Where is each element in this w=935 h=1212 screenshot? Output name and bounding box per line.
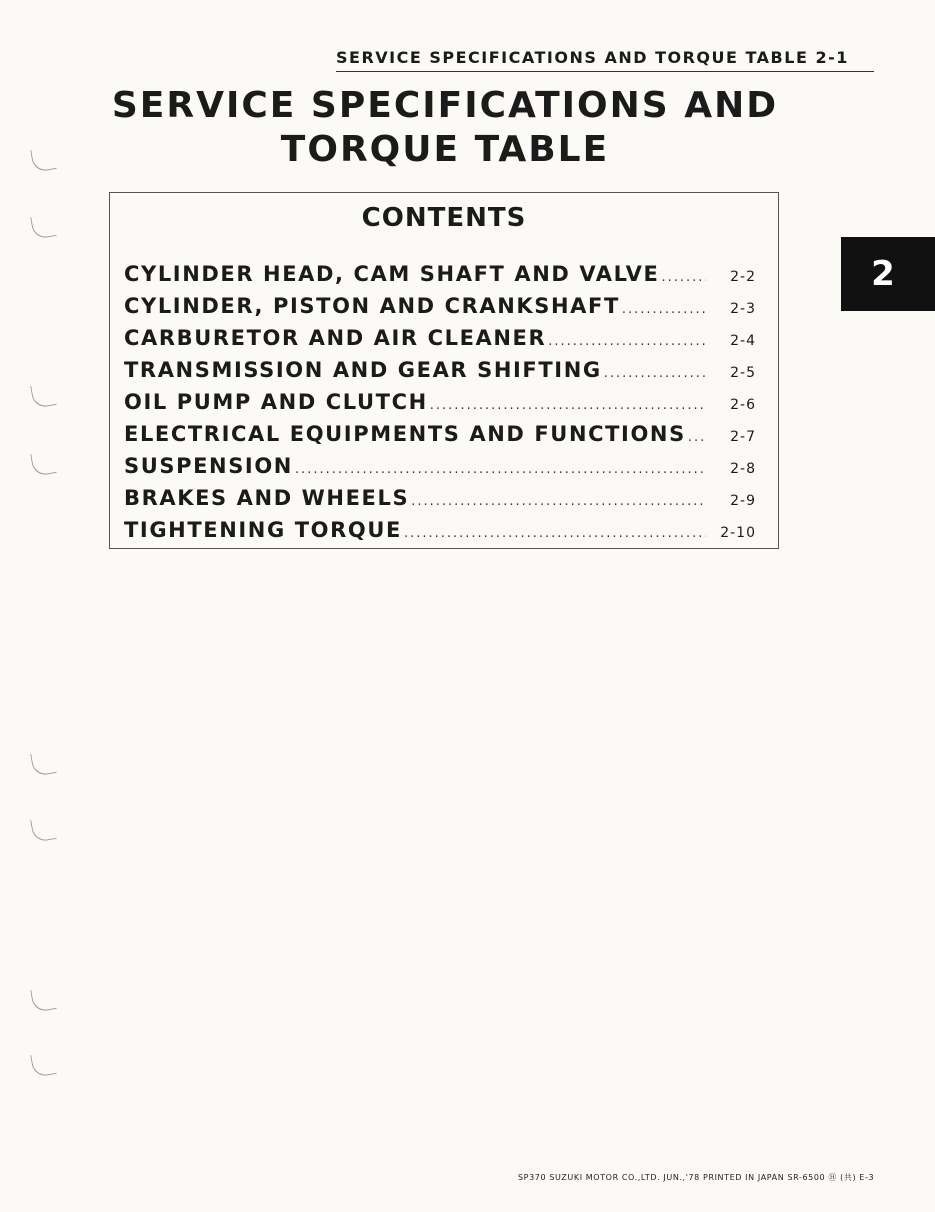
toc-item-page: 2-2 [730, 269, 756, 285]
binder-hole [30, 816, 57, 843]
binder-hole [30, 213, 57, 240]
toc-item-page: 2-4 [730, 333, 756, 349]
toc-item [124, 326, 756, 358]
dot-leader [661, 270, 706, 285]
toc-item-page: 2-10 [720, 525, 756, 541]
dot-leader [295, 462, 706, 477]
toc-item [124, 422, 756, 454]
toc-item [124, 390, 756, 422]
toc-item [124, 294, 756, 326]
toc-item-page: 2-8 [730, 461, 756, 477]
binder-hole [30, 986, 57, 1013]
contents-heading: CONTENTS [361, 203, 527, 233]
toc-item-title: CYLINDER, PISTON AND CRANKSHAFT [124, 294, 620, 318]
running-header: SERVICE SPECIFICATIONS AND TORQUE TABLE 2-1 [336, 48, 849, 67]
toc-item-page: 2-7 [730, 429, 756, 445]
toc-item-page: 2-9 [730, 493, 756, 509]
section-tab: 2 [841, 237, 935, 311]
toc-item-title: CYLINDER HEAD, CAM SHAFT AND VALVE [124, 262, 660, 286]
binder-hole [30, 450, 57, 477]
toc-item-page: 2-3 [730, 301, 756, 317]
toc-item-title: TIGHTENING TORQUE [124, 518, 402, 542]
toc-item-title: OIL PUMP AND CLUTCH [124, 390, 428, 414]
header-rule [336, 71, 874, 72]
toc-item-title: ELECTRICAL EQUIPMENTS AND FUNCTIONS [124, 422, 686, 446]
page-title-line-2: TORQUE TABLE [280, 129, 610, 170]
toc-item-title: TRANSMISSION AND GEAR SHIFTING [124, 358, 602, 382]
toc-item [124, 486, 756, 518]
toc-item-page: 2-6 [730, 397, 756, 413]
binder-hole [30, 750, 57, 777]
toc-item-title: CARBURETOR AND AIR CLEANER [124, 326, 547, 350]
binder-hole [30, 146, 57, 173]
toc-item-title: SUSPENSION [124, 454, 293, 478]
footer-imprint: SP370 SUZUKI MOTOR CO.,LTD. JUN.,'78 PRINTED IN JAPAN SR-6500 Ⓗ (共) E-3 [518, 1173, 875, 1182]
page-title [100, 84, 790, 172]
toc-item-page: 2-5 [730, 365, 756, 381]
dot-leader [622, 302, 706, 317]
dot-leader [430, 398, 706, 413]
toc-item [124, 358, 756, 390]
toc-item [124, 454, 756, 486]
page-title-line-1: SERVICE SPECIFICATIONS AND [111, 85, 779, 126]
toc-item [124, 518, 756, 550]
binder-hole [30, 382, 57, 409]
dot-leader [548, 334, 706, 349]
dot-leader [411, 494, 706, 509]
contents-box [109, 192, 779, 549]
dot-leader [688, 430, 706, 445]
binder-hole [30, 1051, 57, 1078]
toc-item [124, 262, 756, 294]
toc-item-title: BRAKES AND WHEELS [124, 486, 410, 510]
dot-leader [604, 366, 706, 381]
toc-list [124, 262, 756, 550]
dot-leader [404, 526, 706, 541]
